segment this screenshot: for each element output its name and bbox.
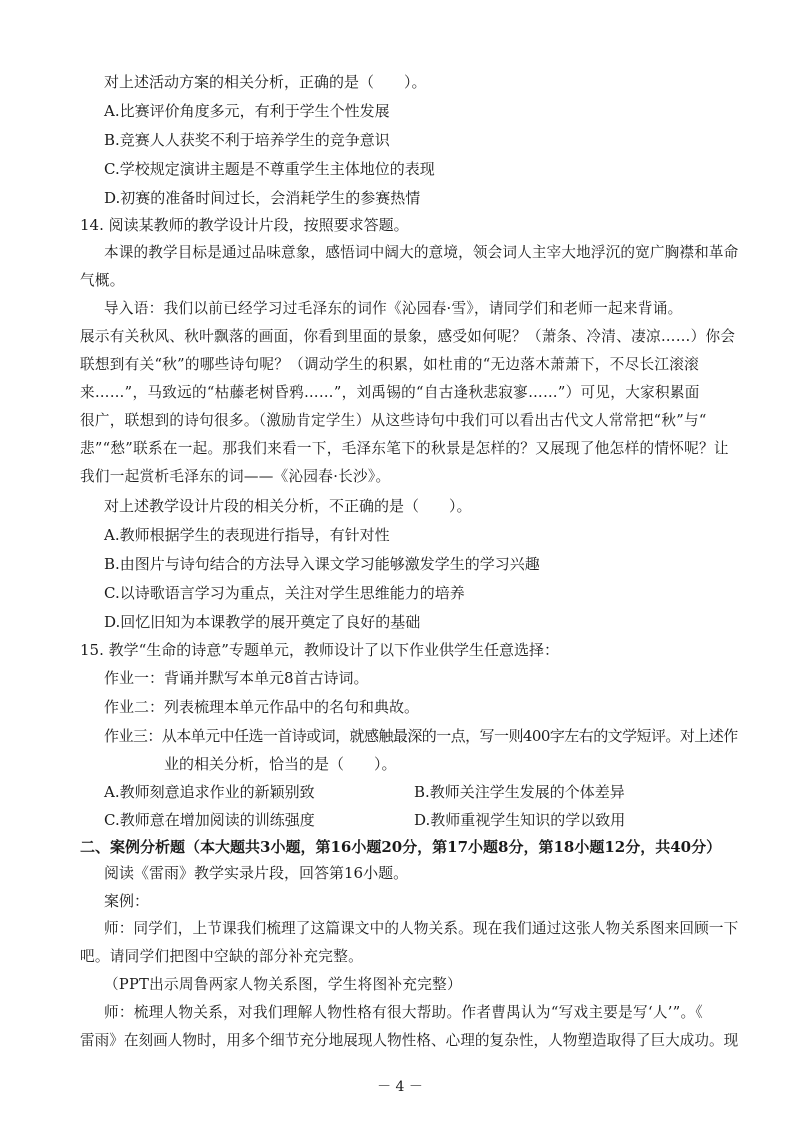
section-heading: 二、案例分析题（本大题共3小题，第16小题20分，第17小题8分，第18小题12分，共40分） (80, 838, 722, 856)
q14-stem: 对上述教学设计片段的相关分析，不正确的是（ ）。 (104, 497, 472, 515)
q13-option-d: D.初赛的准备时间过长，会消耗学生的参赛热情 (104, 189, 421, 207)
q15-option-d: D.教师重视学生知识的学以致用 (414, 811, 626, 829)
q14-passage-line: 展示有关秋风、秋叶飘落的画面，你看到里面的景象，感受如何呢？（萧条、冷清、凄凉……）你会 (80, 328, 736, 345)
q14-passage-line: 联想到有关“秋”的哪些诗句呢？（调动学生的积累，如杜甫的“无边落木萧萧下，不尽长江滚滚 (80, 356, 700, 373)
q14-passage-line: 导入语：我们以前已经学习过毛泽东的词作《沁园春·雪》，请同学们和老师一起来背诵。 (104, 300, 683, 317)
case-line: 吧。请同学们把图中空缺的部分补充完整。 (80, 948, 363, 965)
case-line: 师：同学们，上节课我们梳理了这篇课文中的人物关系。现在我们通过这张人物关系图来回顾一下 (104, 920, 739, 937)
q13-option-a: A.比赛评价角度多元，有利于学生个性发展 (104, 102, 390, 120)
case-line: 雷雨》在刻画人物时，用多个细节充分地展现人物性格、心理的复杂性，人物塑造取得了巨大成功。现 (80, 1032, 739, 1049)
q14-option-d: D.回忆旧知为本课教学的展开奠定了良好的基础 (104, 613, 421, 631)
q15-homework-2: 作业二：列表梳理本单元作品中的名句和典故。 (104, 698, 420, 716)
case-label: 案例： (104, 892, 150, 910)
q15-option-a: A.教师刻意追求作业的新颖别致 (104, 783, 315, 801)
q13-option-b: B.竞赛人人获奖不利于培养学生的竞争意识 (104, 131, 390, 149)
q13-stem: 对上述活动方案的相关分析，正确的是（ ）。 (104, 73, 427, 91)
case-line: 师：梳理人物关系，对我们理解人物性格有很大帮助。作者曹禺认为“写戏主要是写‘人’”。《 (104, 1004, 703, 1021)
q13-option-c: C.学校规定演讲主题是不尊重学生主体地位的表现 (104, 160, 435, 178)
q14-title: 14. 阅读某教师的教学设计片段，按照要求答题。 (80, 216, 409, 234)
q14-option-b: B.由图片与诗句结合的方法导入课文学习能够激发学生的学习兴趣 (104, 555, 540, 573)
q14-option-a: A.教师根据学生的表现进行指导，有针对性 (104, 526, 390, 544)
q14-passage-line: 本课的教学目标是通过品味意象，感悟词中阔大的意境，领会词人主宰大地浮沉的宽广胸襟和革命 (104, 244, 739, 261)
q14-passage-line: 来……”，马致远的“枯藤老树昏鸦……”，刘禹锡的“自古逢秋悲寂寥……”）可见，大家积累面 (80, 384, 700, 401)
q15-title: 15. 教学“生命的诗意”专题单元，教师设计了以下作业供学生任意选择： (80, 641, 559, 659)
q15-homework-3-cont: 业的相关分析，恰当的是（ ）。 (164, 755, 397, 773)
q14-passage-line: 气概。 (80, 272, 125, 289)
q14-passage-line: 我们一起赏析毛泽东的词——《沁园春·长沙》。 (80, 468, 391, 485)
q14-passage-line: 很广，联想到的诗句很多。（激励肯定学生）从这些诗句中我们可以看出古代文人常常把“秋”与“ (80, 412, 707, 429)
page-number: － 4 － (377, 1079, 423, 1095)
case-line: （PPT出示周鲁两家人物关系图，学生将图补充完整） (104, 976, 462, 993)
q15-homework-3: 作业三：从本单元中任选一首诗或词，就感触最深的一点，写一则400字左右的文学短评。对上述作 (104, 727, 738, 745)
q15-homework-1: 作业一：背诵并默写本单元8首古诗词。 (104, 669, 369, 687)
q14-option-c: C.以诗歌语言学习为重点，关注对学生思维能力的培养 (104, 584, 465, 602)
section-intro: 阅读《雷雨》教学实录片段，回答第16小题。 (104, 864, 409, 882)
q15-option-b: B.教师关注学生发展的个体差异 (414, 783, 625, 801)
q14-passage-line: 悲”“愁”联系在一起。那我们来看一下，毛泽东笔下的秋景是怎样的？又展现了他怎样的情怀呢？让 (80, 440, 729, 457)
q15-option-c: C.教师意在增加阅读的训练强度 (104, 811, 315, 829)
